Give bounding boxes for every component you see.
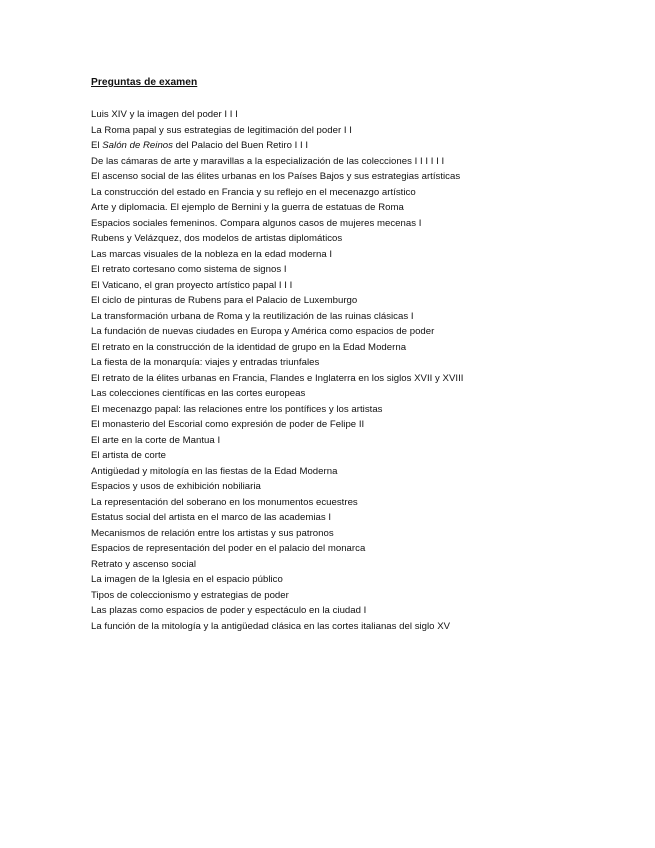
question-text: El retrato de la élites urbanas en Francia, Flandes e Inglaterra en los siglos XVII y XVIII xyxy=(91,372,464,384)
question-text: Rubens y Velázquez, dos modelos de artistas diplomáticos xyxy=(91,233,343,244)
question-text: La función de la mitología y la antigüedad clásica en las cortes italianas del siglo XV xyxy=(91,620,451,632)
question-item xyxy=(91,154,631,170)
question-item xyxy=(91,402,631,418)
question-text: Espacios de representación del poder en el palacio del monarca xyxy=(91,543,366,554)
question-text: Antigüedad y mitología en las fiestas de la Edad Moderna xyxy=(91,465,338,477)
question-item xyxy=(91,386,631,402)
question-item xyxy=(91,371,631,387)
question-text: La construcción del estado en Francia y su reflejo en el mecenazgo artístico xyxy=(91,186,416,198)
question-text: Estatus social del artista en el marco de las academias I xyxy=(91,512,332,523)
question-text: De las cámaras de arte y maravillas a la especialización de las colecciones I I I I I I xyxy=(91,155,445,167)
question-text: El ascenso social de las élites urbanas en los Países Bajos y sus estrategias artísticas xyxy=(91,171,461,182)
question-item xyxy=(91,526,631,542)
question-item xyxy=(91,123,631,139)
question-item xyxy=(91,340,631,356)
question-text: La Roma papal y sus estrategias de legitimación del poder I I xyxy=(91,124,352,136)
question-item xyxy=(91,603,631,619)
question-item xyxy=(91,247,631,263)
document-page xyxy=(91,76,631,634)
question-text: Las plazas como espacios de poder y espectáculo en la ciudad I xyxy=(91,605,367,616)
question-text: del Palacio del Buen Retiro I I I xyxy=(172,140,309,151)
question-item xyxy=(91,588,631,604)
question-text: El artista de corte xyxy=(91,450,167,461)
question-text: El xyxy=(91,140,103,151)
question-item xyxy=(91,324,631,340)
question-item xyxy=(91,433,631,449)
question-text-italic: Salón de Reinos xyxy=(102,140,173,151)
question-text: La fundación de nuevas ciudades en Europa y América como espacios de poder xyxy=(91,326,435,337)
question-item xyxy=(91,138,631,154)
question-text: Espacios y usos de exhibición nobiliaria xyxy=(91,481,261,492)
question-text: La fiesta de la monarquía: viajes y entradas triunfales xyxy=(91,357,320,368)
question-item xyxy=(91,541,631,557)
question-item xyxy=(91,572,631,588)
question-text: Luis XIV y la imagen del poder I I I xyxy=(91,109,238,120)
question-text: La representación del soberano en los monumentos ecuestres xyxy=(91,496,358,508)
question-text: El mecenazgo papal: las relaciones entre los pontífices y los artistas xyxy=(91,403,383,415)
question-item xyxy=(91,464,631,480)
question-list xyxy=(91,107,631,634)
question-text: Tipos de coleccionismo y estrategias de poder xyxy=(91,589,289,601)
question-item xyxy=(91,107,631,123)
question-item xyxy=(91,510,631,526)
question-text: Arte y diplomacia. El ejemplo de Bernini y la guerra de estatuas de Roma xyxy=(91,202,404,213)
question-item xyxy=(91,495,631,511)
question-item xyxy=(91,216,631,232)
question-text: El arte en la corte de Mantua I xyxy=(91,434,221,446)
question-item xyxy=(91,262,631,278)
question-item xyxy=(91,557,631,573)
question-text: El monasterio del Escorial como expresión de poder de Felipe II xyxy=(91,419,365,430)
question-item xyxy=(91,169,631,185)
document-title: Preguntas de examen xyxy=(91,77,198,88)
question-text: La imagen de la Iglesia en el espacio público xyxy=(91,574,283,585)
question-item xyxy=(91,309,631,325)
question-item xyxy=(91,278,631,294)
question-text: El retrato en la construcción de la identidad de grupo en la Edad Moderna xyxy=(91,341,407,353)
question-item xyxy=(91,417,631,433)
question-text: Retrato y ascenso social xyxy=(91,558,196,570)
question-item xyxy=(91,619,631,635)
question-text: La transformación urbana de Roma y la reutilización de las ruinas clásicas I xyxy=(91,310,414,322)
question-text: Las marcas visuales de la nobleza en la edad moderna I xyxy=(91,248,333,260)
question-text: Mecanismos de relación entre los artistas y sus patronos xyxy=(91,527,334,539)
question-item xyxy=(91,479,631,495)
question-text: Espacios sociales femeninos. Compara algunos casos de mujeres mecenas I xyxy=(91,217,422,229)
question-text: El ciclo de pinturas de Rubens para el Palacio de Luxemburgo xyxy=(91,295,358,306)
question-item xyxy=(91,448,631,464)
question-text: El Vaticano, el gran proyecto artístico papal I I I xyxy=(91,279,293,291)
question-item xyxy=(91,231,631,247)
question-item xyxy=(91,185,631,201)
question-item xyxy=(91,200,631,216)
question-item xyxy=(91,355,631,371)
question-item xyxy=(91,293,631,309)
question-text: Las colecciones científicas en las cortes europeas xyxy=(91,388,306,399)
question-text: El retrato cortesano como sistema de signos I xyxy=(91,264,287,275)
